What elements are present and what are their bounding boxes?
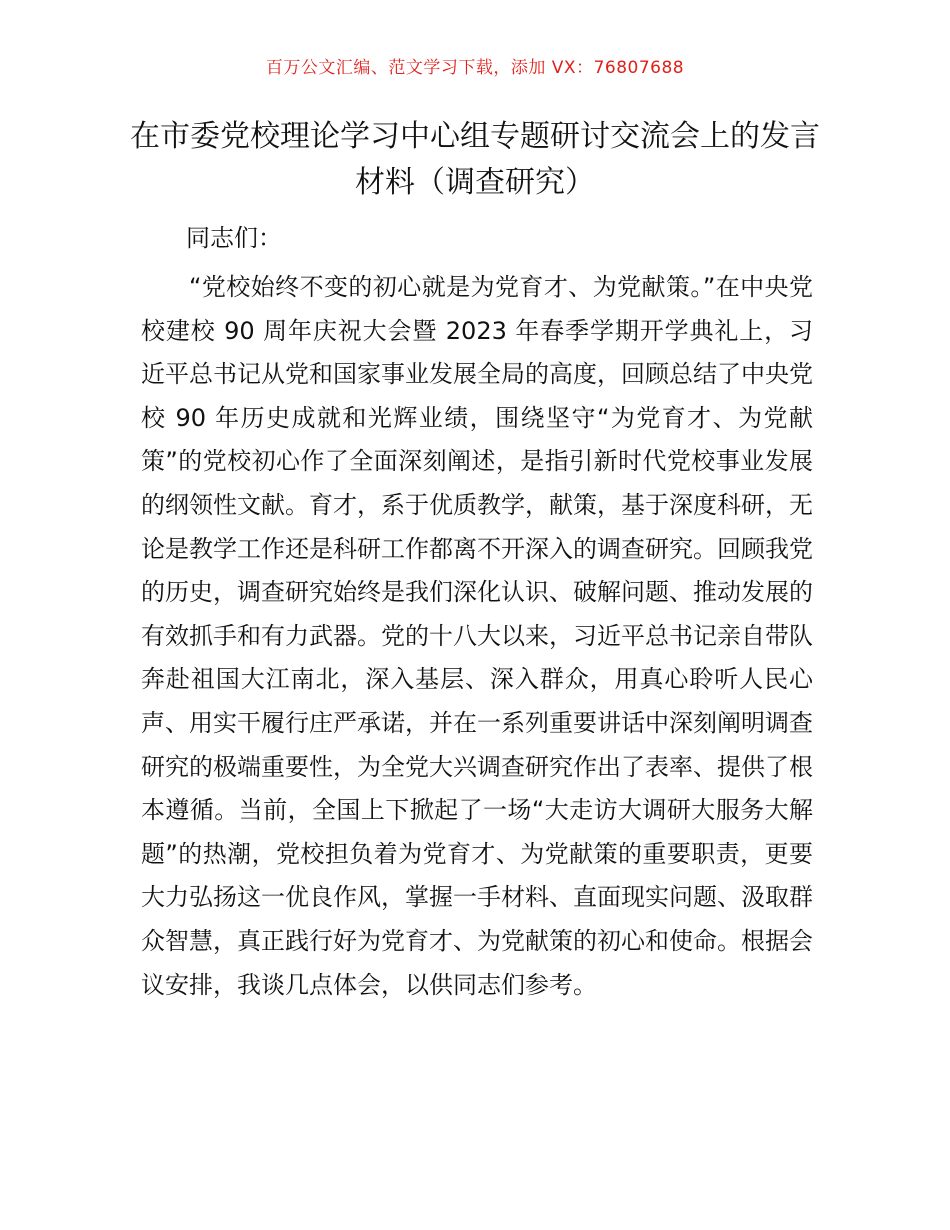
body-paragraph: “党校始终不变的初心就是为党育才、为党献策。”在中央党校建校 90 周年庆祝大会暨 2023 年春季学期开学典礼上，习近平总书记从党和国家事业发展全局的高度，回顾总结了中央党校 90 年历史成就和光辉业绩，围绕坚守“为党育才、为党献策”的党校初心作了全面深刻阐述，是指引新时代党校事业发展的纲领性文献。育才，系于优质教学，献策，基于深度科研，无论是教学工作还是科研工作都离不开深入的调查研究。回顾我党的历史，调查研究始终是我们深化认识、破解问题、推动发展的有效抓手和有力武器。党的十八大以来，习近平总书记亲自带队奔赴祖国大江南北，深入基层、深入群众，用真心聆听人民心声、用实干履行庄严承诺，并在一系列重要讲话中深刻阐明调查研究的极端重要性，为全党大兴调查研究作出了表率、提供了根本遵循。当前，全国上下掀起了一场“大走访大调研大服务大解题”的热潮，党校担负着为党育才、为党献策的重要职责，更要大力弘扬这一优良作风，掌握一手材料、直面现实问题、汲取群众智慧，真正践行好为党育才、为党献策的初心和使命。根据会议安排，我谈几点体会，以供同志们参考。 — [141, 273, 813, 999]
salutation: 同志们： — [186, 224, 282, 252]
watermark-banner: 百万公文汇编、范文学习下载，添加 VX：76807688 — [265, 58, 685, 78]
document-title: 在市委党校理论学习中心组专题研讨交流会上的发言材料（调查研究） — [130, 119, 820, 200]
